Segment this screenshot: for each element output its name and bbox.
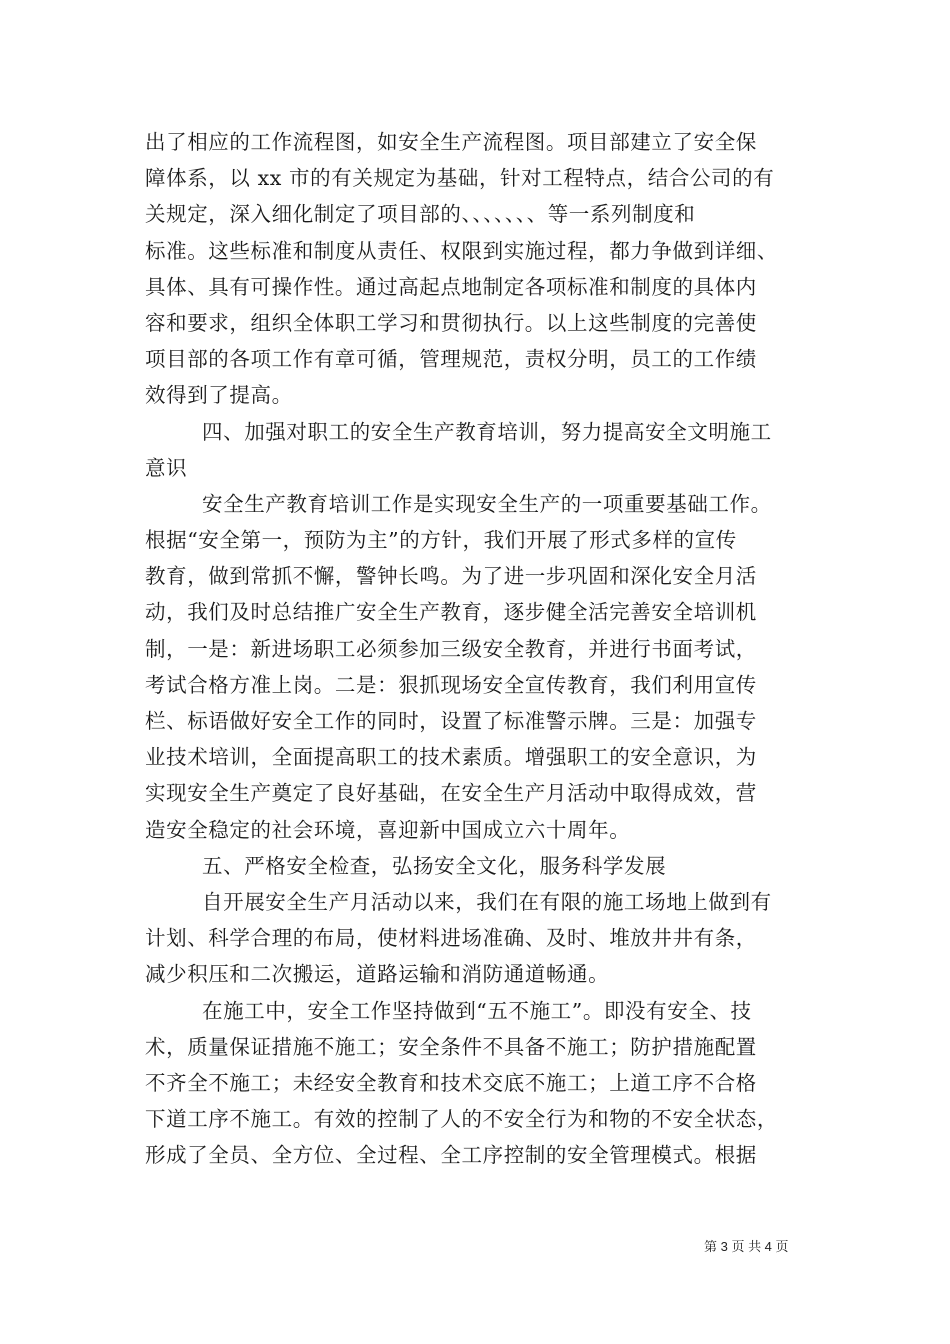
text-line-22: 自开展安全生产月活动以来，我们在有限的施工场地上做到有 bbox=[202, 889, 772, 914]
section-heading-4-cont: 意识 bbox=[145, 455, 188, 480]
section-heading-4: 四、加强对职工的安全生产教育培训，努力提高安全文明施工 bbox=[202, 419, 772, 444]
text-line-3: 关规定，深入细化制定了项目部的、、、、、、、等一系列制度和 bbox=[145, 202, 696, 227]
text-line-6: 容和要求，组织全体职工学习和贯彻执行。以上这些制度的完善使 bbox=[145, 310, 757, 335]
document-body bbox=[145, 124, 805, 1173]
text-line-23: 计划、科学合理的布局，使材料进场准确、及时、堆放井井有条， bbox=[145, 926, 757, 951]
text-line-26: 术，质量保证措施不施工；安全条件不具备不施工；防护措施配置 bbox=[145, 1034, 757, 1059]
text-line-11: 安全生产教育培训工作是实现安全生产的一项重要基础工作。 bbox=[202, 491, 772, 516]
section-heading-5: 五、严格安全检查，弘扬安全文化，服务科学发展 bbox=[202, 853, 667, 878]
text-line-28: 下道工序不施工。有效的控制了人的不安全行为和物的不安全状态， bbox=[145, 1107, 778, 1132]
text-line-19: 实现安全生产奠定了良好基础，在安全生产月活动中取得成效，营 bbox=[145, 781, 757, 806]
text-line-29: 形成了全员、全方位、全过程、全工序控制的安全管理模式。根据 bbox=[145, 1143, 757, 1168]
text-line-1: 出了相应的工作流程图，如安全生产流程图。项目部建立了安全保 bbox=[145, 130, 757, 154]
text-line-5: 具体、具有可操作性。通过高起点地制定各项标准和制度的具体内 bbox=[145, 274, 757, 299]
text-line-12: 根据“安全第一，预防为主”的方针，我们开展了形式多样的宣传 bbox=[145, 528, 737, 553]
text-line-25: 在施工中，安全工作坚持做到“五不施工”。即没有安全、技 bbox=[202, 998, 752, 1023]
text-line-7: 项目部的各项工作有章可循，管理规范，责权分明，员工的工作绩 bbox=[145, 347, 757, 372]
text-line-27: 不齐全不施工；未经安全教育和技术交底不施工；上道工序不合格 bbox=[145, 1070, 757, 1095]
page-number-footer: 第 3 页 共 4 页 bbox=[704, 1239, 789, 1254]
text-line-17: 栏、标语做好安全工作的同时，设置了标准警示牌。三是：加强专 bbox=[145, 709, 757, 733]
text-line-24: 减少积压和二次搬运，道路运输和消防通道畅通。 bbox=[145, 962, 610, 987]
text-line-20: 造安全稳定的社会环境，喜迎新中国成立六十周年。 bbox=[145, 817, 631, 842]
text-line-4: 标准。这些标准和制度从责任、权限到实施过程，都力争做到详细、 bbox=[145, 238, 778, 263]
text-line-14: 动，我们及时总结推广安全生产教育，逐步健全活完善安全培训机 bbox=[145, 600, 757, 625]
text-line-15: 制，一是：新进场职工必须参加三级安全教育，并进行书面考试， bbox=[145, 636, 757, 661]
text-line-13: 教育，做到常抓不懈，警钟长鸣。为了进一步巩固和深化安全月活 bbox=[145, 564, 757, 589]
text-line-2: 障体系，以 xx 市的有关规定为基础，针对工程特点，结合公司的有 bbox=[145, 166, 775, 191]
text-line-18: 业技术培训，全面提高职工的技术素质。增强职工的安全意识，为 bbox=[145, 745, 757, 770]
text-line-16: 考试合格方准上岗。二是：狠抓现场安全宣传教育，我们利用宣传 bbox=[145, 672, 757, 697]
text-line-8: 效得到了提高。 bbox=[145, 383, 293, 408]
